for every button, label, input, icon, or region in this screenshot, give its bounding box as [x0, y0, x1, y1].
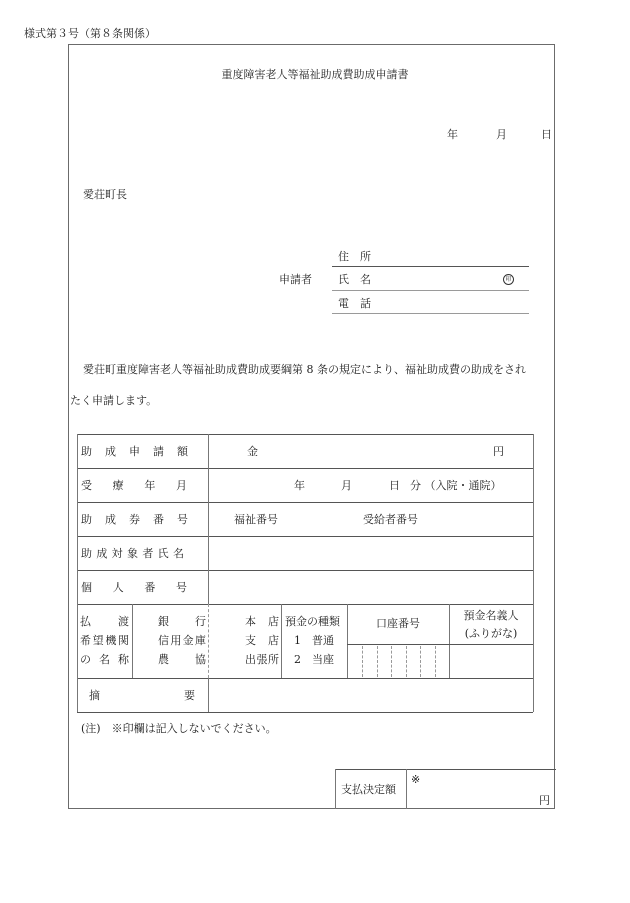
- form-number: 様式第３号（第８条関係）: [24, 27, 156, 40]
- payment-box-divider: [406, 769, 407, 809]
- body-text-line2: たく申請します。: [70, 394, 158, 407]
- recipient-number-label: 受給者番号: [363, 513, 418, 526]
- branch-office: [245, 653, 279, 666]
- label-char: 出: [245, 653, 256, 666]
- payment-box-left: [335, 769, 336, 809]
- label-char: 名: [172, 547, 184, 560]
- table-row-line: [77, 570, 533, 571]
- label-char: 助: [81, 547, 92, 560]
- welfare-number-label: 福祉番号: [234, 513, 278, 526]
- table-col-line: [208, 434, 209, 604]
- label-char: 店: [268, 615, 279, 628]
- label-char: 支: [245, 634, 256, 647]
- phone-label-char: 話: [360, 297, 371, 310]
- payment-box-top: [335, 769, 556, 770]
- label-char: 要: [184, 689, 195, 702]
- treatment-month: 月: [341, 479, 352, 492]
- label-char: 氏: [157, 547, 169, 560]
- label-char: 称: [118, 653, 129, 666]
- institution-bank: [158, 615, 206, 628]
- name-underline: [332, 290, 529, 291]
- phone-label-char: 電: [338, 297, 349, 310]
- table-border-top: [77, 434, 533, 435]
- label-char: 望: [92, 634, 104, 647]
- payment-unit: 円: [539, 794, 550, 807]
- date-month-label: 月: [496, 128, 507, 141]
- branch-main: [245, 615, 279, 628]
- label-char: 号: [175, 581, 187, 594]
- personal-number-field[interactable]: [210, 572, 531, 602]
- institution-shinkin: [158, 634, 206, 647]
- table-col-dash: [208, 604, 209, 678]
- label-char: 月: [175, 479, 187, 492]
- institution-nokyo: [158, 653, 206, 666]
- branch-sub: [245, 634, 279, 647]
- label-char: 関: [117, 634, 129, 647]
- label-char: 名: [99, 653, 110, 666]
- ticket-label: [81, 513, 188, 526]
- label-char: 成: [105, 445, 116, 458]
- applicant-label: 申請者: [279, 273, 312, 286]
- label-char: 摘: [89, 689, 100, 702]
- table-border-bottom: [77, 712, 533, 713]
- label-char: 本: [245, 615, 256, 628]
- deposit-type-header: 預金の種類: [285, 615, 340, 628]
- label-char: 号: [177, 513, 188, 526]
- label-char: 銀: [158, 615, 169, 628]
- bank-label-line2: [80, 634, 129, 647]
- label-char: 渡: [118, 615, 129, 628]
- label-char: 番: [144, 581, 156, 594]
- table-border-right: [533, 434, 534, 712]
- subject-name-label: [81, 547, 184, 560]
- table-col-line: [208, 678, 209, 712]
- addressee: 愛荘町長: [83, 188, 127, 201]
- amount-label: [81, 445, 188, 458]
- remarks-field[interactable]: [210, 680, 531, 710]
- address-underline: [332, 266, 529, 267]
- label-char: 助: [81, 513, 92, 526]
- phone-label: [338, 297, 371, 310]
- deposit-type-current[interactable]: 2 当座: [294, 653, 334, 666]
- label-char: 人: [112, 581, 124, 594]
- account-holder-furigana: (ふりがな): [464, 627, 518, 640]
- phone-underline: [332, 313, 529, 314]
- label-char: 番: [153, 513, 164, 526]
- label-char: 対: [111, 547, 123, 560]
- personal-number-label: [81, 581, 187, 594]
- label-char: 用: [170, 634, 182, 647]
- label-char: 療: [112, 479, 124, 492]
- table-col-line: [132, 604, 133, 678]
- table-row-line: [77, 468, 533, 469]
- body-text-line1: 愛荘町重度障害老人等福祉助成費助成要綱第 8 条の規定により、福祉助成費の助成をされ: [83, 363, 526, 376]
- label-char: の: [80, 653, 91, 666]
- treatment-year: 年: [294, 479, 305, 492]
- label-char: 庫: [194, 634, 206, 647]
- table-col-line: [281, 604, 282, 678]
- label-char: 協: [195, 653, 206, 666]
- label-char: 額: [177, 445, 188, 458]
- label-char: 者: [142, 547, 154, 560]
- amount-field[interactable]: [265, 438, 485, 464]
- label-char: 希: [80, 634, 91, 647]
- name-label-char: 名: [360, 273, 371, 286]
- table-row-line: [77, 502, 533, 503]
- label-char: 券: [129, 513, 140, 526]
- table-row-line: [77, 536, 533, 537]
- amount-prefix: 金: [247, 445, 258, 458]
- subject-name-field[interactable]: [210, 538, 531, 568]
- payment-mark: ※: [411, 773, 421, 786]
- label-char: 行: [195, 615, 206, 628]
- note-text: (注) ※印欄は記入しないでください。: [81, 722, 277, 735]
- label-char: 助: [81, 445, 92, 458]
- deposit-type-ordinary[interactable]: 1 普通: [294, 634, 334, 647]
- address-label-char: 所: [360, 250, 371, 263]
- address-label: [338, 250, 371, 263]
- label-char: 所: [268, 653, 279, 666]
- label-char: 受: [81, 479, 92, 492]
- label-char: 年: [144, 479, 156, 492]
- table-row-line: [77, 604, 533, 605]
- date-year-label: 年: [447, 128, 458, 141]
- bank-label-line1: [80, 615, 129, 628]
- treatment-label: [81, 479, 187, 492]
- account-number-field[interactable]: [348, 645, 448, 677]
- bank-label-line3: [80, 653, 129, 666]
- treatment-day: 日: [389, 479, 400, 492]
- label-char: 張: [256, 653, 268, 666]
- label-char: 金: [182, 634, 194, 647]
- label-char: 信: [158, 634, 169, 647]
- amount-unit: 円: [493, 445, 504, 458]
- date-day-label: 日: [541, 128, 552, 141]
- label-char: 払: [80, 615, 91, 628]
- label-char: 個: [81, 581, 92, 594]
- account-number-header: 口座番号: [376, 617, 420, 630]
- label-char: 成: [105, 513, 116, 526]
- account-holder-field[interactable]: [450, 645, 532, 677]
- label-char: 申: [129, 445, 140, 458]
- label-char: 店: [268, 634, 279, 647]
- seal-icon: 印: [503, 274, 514, 285]
- label-char: 成: [96, 547, 108, 560]
- label-char: 請: [153, 445, 164, 458]
- label-char: 機: [105, 634, 117, 647]
- table-border-left: [77, 434, 78, 712]
- table-row-line: [77, 678, 533, 679]
- account-holder-header: 預金名義人: [463, 609, 519, 622]
- address-label-char: 住: [338, 250, 349, 263]
- name-label-char: 氏: [338, 273, 349, 286]
- name-label: [338, 273, 371, 286]
- remarks-label: [89, 689, 195, 702]
- label-char: 農: [158, 653, 169, 666]
- treatment-suffix: 分 （入院・通院）: [410, 479, 502, 492]
- payment-label: 支払決定額: [341, 783, 396, 796]
- form-title: 重度障害老人等福祉助成費助成申請書: [221, 68, 409, 81]
- label-char: 象: [126, 547, 138, 560]
